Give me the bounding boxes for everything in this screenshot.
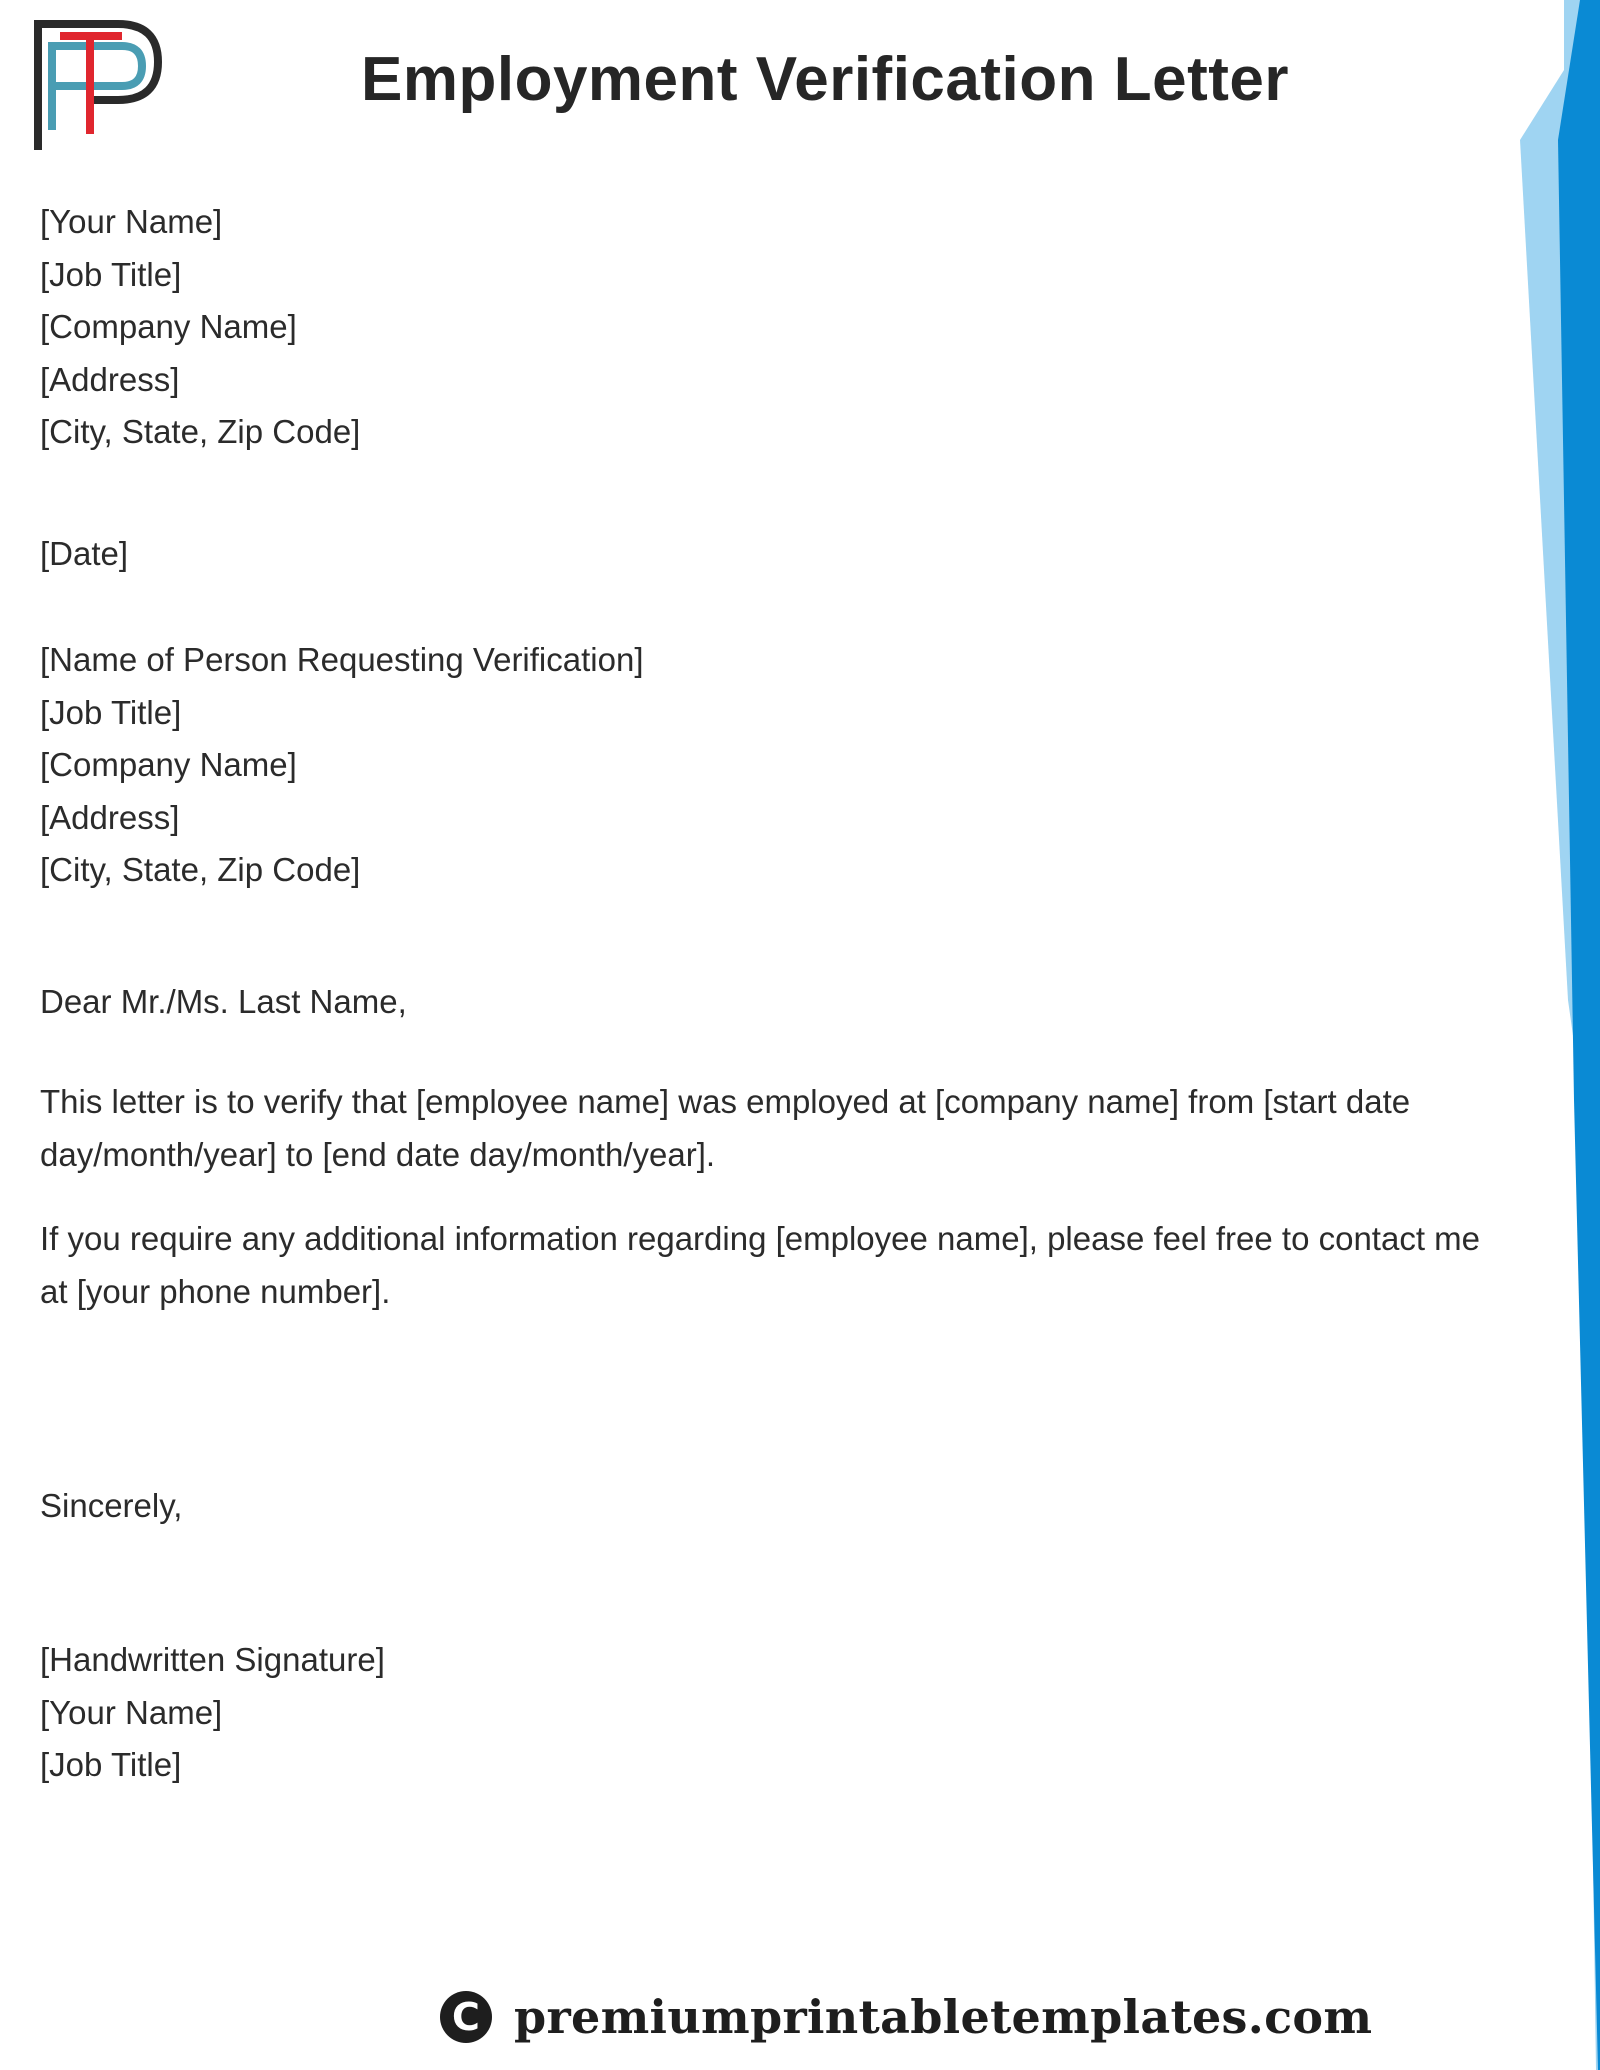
recipient-name: [Name of Person Requesting Verification] bbox=[40, 641, 644, 678]
salutation-block bbox=[40, 976, 1560, 1029]
page-title: Employment Verification Letter bbox=[361, 45, 1289, 114]
letter-date: [Date] bbox=[40, 535, 129, 572]
recipient-job-title: [Job Title] bbox=[40, 693, 182, 731]
body-paragraph-2 bbox=[40, 1213, 1570, 1318]
paragraph-1-line-1: This letter is to verify that [employee name] was employed at [company name] from [start date bbox=[40, 1083, 1411, 1120]
paragraph-2-line-2: at [your phone number]. bbox=[40, 1272, 391, 1310]
paragraph-2-line-1: If you require any additional information regarding [employee name], please feel free to contact me bbox=[40, 1220, 1480, 1257]
salutation: Dear Mr./Ms. Last Name, bbox=[40, 983, 407, 1020]
sender-address-block bbox=[40, 196, 1560, 459]
sender-company: [Company Name] bbox=[40, 308, 297, 345]
recipient-address-block bbox=[40, 634, 1560, 897]
date-block bbox=[40, 528, 1560, 581]
website-link[interactable]: premiumprintabletemplates.com bbox=[514, 1990, 1373, 2044]
recipient-address: [Address] bbox=[40, 798, 180, 836]
closing: Sincerely, bbox=[40, 1487, 183, 1524]
signature-block bbox=[40, 1634, 1560, 1792]
recipient-city-state-zip: [City, State, Zip Code] bbox=[40, 851, 361, 888]
sender-address: [Address] bbox=[40, 360, 180, 398]
footer bbox=[440, 1982, 1372, 2052]
ptp-logo-icon bbox=[30, 18, 165, 153]
sender-job-title: [Job Title] bbox=[40, 255, 182, 293]
closing-block bbox=[40, 1480, 1560, 1533]
body-paragraph-1 bbox=[40, 1076, 1570, 1181]
handwritten-signature: [Handwritten Signature] bbox=[40, 1641, 385, 1678]
copyright-icon: C bbox=[440, 1991, 492, 2043]
recipient-company: [Company Name] bbox=[40, 746, 297, 783]
signature-name: [Your Name] bbox=[40, 1693, 223, 1731]
signature-job-title: [Job Title] bbox=[40, 1746, 182, 1783]
sender-name: [Your Name] bbox=[40, 203, 223, 240]
paragraph-1-line-2: day/month/year] to [end date day/month/year]. bbox=[40, 1135, 716, 1173]
sender-city-state-zip: [City, State, Zip Code] bbox=[40, 413, 361, 450]
